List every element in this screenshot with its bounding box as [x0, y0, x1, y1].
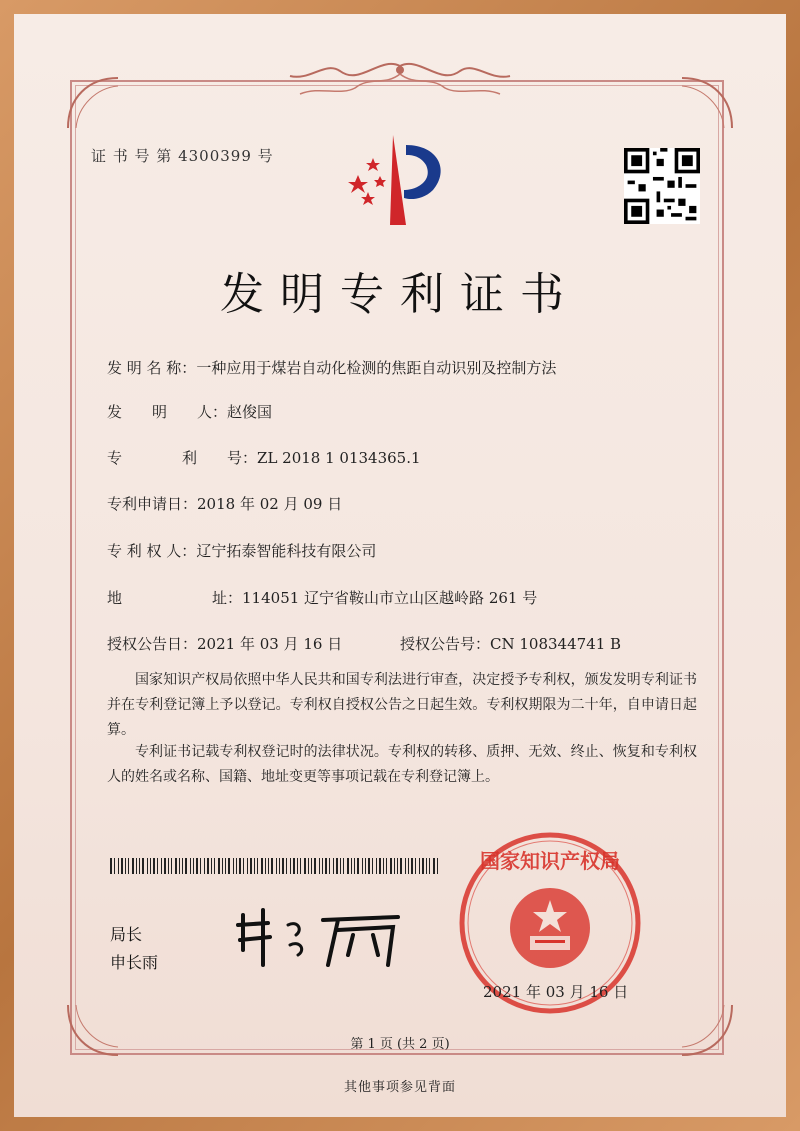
barcode-bar [314, 858, 316, 874]
barcode-bar [214, 858, 215, 874]
barcode-bar [228, 858, 230, 874]
barcode-bar [132, 858, 134, 874]
field-label: 授权公告号： [400, 635, 491, 653]
field-label: 专 利 号： [107, 449, 258, 467]
barcode-bar [239, 858, 241, 874]
top-ornament-icon [280, 56, 520, 106]
barcode-bar [200, 858, 201, 874]
barcode-bar [300, 858, 301, 874]
barcode-bar [383, 858, 384, 874]
body-paragraph: 专利证书记载专利权登记时的法律状况。专利权的转移、质押、无效、终止、恢复和专利权人的姓名或名称、国籍、地址变更等事项记载在专利登记簿上。 [107, 744, 697, 785]
barcode-bar [433, 858, 435, 874]
field-invention-name [107, 357, 556, 378]
barcode-bar [142, 858, 144, 874]
barcode-bar [354, 858, 355, 874]
barcode-bar [139, 858, 140, 874]
barcode-bar [279, 858, 280, 874]
barcode-bar [218, 858, 220, 874]
barcode-bar [319, 858, 320, 874]
field-label: 专 利 权 人： [107, 542, 197, 560]
barcode-bar [128, 858, 129, 874]
corner-ornament-icon [58, 995, 128, 1065]
barcode-bar [150, 858, 151, 874]
barcode-bar [204, 858, 205, 874]
field-address [107, 587, 537, 608]
barcode-bar [250, 858, 252, 874]
barcode-bar [422, 858, 424, 874]
field-value: ZL 2018 1 0134365.1 [257, 449, 421, 467]
certificate-number: 证 书 号 第 4300399 号 [91, 147, 274, 165]
cnipa-logo-icon [338, 130, 458, 230]
corner-ornament-icon [672, 995, 742, 1065]
certificate-title: 发明专利证书 [220, 269, 580, 320]
barcode-bar [333, 858, 334, 874]
barcode-bar [182, 858, 183, 874]
barcode-bar [325, 858, 327, 874]
barcode-bar [362, 858, 363, 874]
barcode-bar [121, 858, 123, 874]
barcode-bar [340, 858, 341, 874]
barcode-bar [415, 858, 416, 874]
svg-text:国家知识产权局: 国家知识产权局 [480, 849, 620, 873]
barcode-bar [286, 858, 287, 874]
barcode-bar [437, 858, 438, 874]
seal-date: 2021 年 03 月 16 日 [483, 983, 629, 1001]
barcode-bar [114, 858, 115, 874]
field-label: 发 明 名 称： [107, 359, 197, 377]
barcode-bar [426, 858, 427, 874]
barcode-bar [429, 858, 430, 874]
page-number: 第 1 页 (共 2 页) [350, 1037, 450, 1052]
barcode-bar [233, 858, 234, 874]
field-label: 发 明 人： [107, 403, 228, 421]
field-value: 2021 年 03 月 16 日 [197, 635, 343, 653]
barcode-bar [271, 858, 273, 874]
footer-note: 其他事项参见背面 [343, 1080, 456, 1095]
signature-icon [228, 895, 408, 975]
barcode-bar [329, 858, 330, 874]
barcode-bar [308, 858, 309, 874]
field-value: 2018 年 02 月 09 日 [197, 495, 343, 513]
barcode-bar [261, 858, 263, 874]
barcode-bar [376, 858, 377, 874]
barcode-bar [164, 858, 166, 874]
barcode-bar [311, 858, 312, 874]
barcode-bar [157, 858, 158, 874]
barcode-bar [282, 858, 284, 874]
barcode-bar [411, 858, 413, 874]
barcode-bar [268, 858, 269, 874]
field-inventor [107, 401, 272, 422]
barcode-bar [408, 858, 409, 874]
body-paragraph: 国家知识产权局依照中华人民共和国专利法进行审查，决定授予专利权，颁发发明专利证书并在专利登记簿上予以登记。专利权自授权公告之日起生效。专利权期限为二十年，自申请日起算。 [107, 672, 697, 738]
barcode-bar [171, 858, 172, 874]
barcode-bar [175, 858, 177, 874]
field-value: 赵俊国 [227, 403, 273, 421]
barcode-bar [297, 858, 298, 874]
field-label: 专利申请日： [107, 495, 198, 513]
barcode-bar [222, 858, 223, 874]
field-value: 一种应用于煤岩自动化检测的焦距自动识别及控制方法 [196, 359, 557, 377]
barcode-bar [196, 858, 198, 874]
corner-ornament-icon [58, 68, 128, 138]
barcode-bar [351, 858, 352, 874]
barcode-bar [390, 858, 392, 874]
barcode-bar [365, 858, 366, 874]
barcode-bar [293, 858, 295, 874]
barcode-bar [153, 858, 155, 874]
field-value: CN 108344741 B [490, 635, 622, 653]
barcode-bar [161, 858, 162, 874]
field-patent-number [107, 447, 421, 468]
barcode-bar [276, 858, 277, 874]
barcode-bar [343, 858, 344, 874]
barcode-icon [110, 858, 440, 874]
barcode-bar [118, 858, 119, 874]
barcode-bar [110, 858, 112, 874]
signer-name: 申长雨 [110, 953, 159, 972]
field-value: 辽宁拓泰智能科技有限公司 [196, 542, 377, 560]
barcode-bar [368, 858, 370, 874]
barcode-bar [322, 858, 323, 874]
barcode-bar [336, 858, 338, 874]
barcode-bar [386, 858, 387, 874]
barcode-bar [419, 858, 420, 874]
barcode-bar [379, 858, 381, 874]
corner-ornament-icon [672, 68, 742, 138]
qr-code-icon [624, 148, 700, 224]
barcode-bar [304, 858, 306, 874]
barcode-bar [236, 858, 237, 874]
barcode-bar [265, 858, 266, 874]
barcode-bar [257, 858, 258, 874]
barcode-bar [147, 858, 148, 874]
field-application-date [107, 493, 342, 514]
barcode-bar [225, 858, 226, 874]
barcode-bar [397, 858, 398, 874]
signer-title: 局长 [110, 925, 143, 944]
field-value: 114051 辽宁省鞍山市立山区越岭路 261 号 [242, 589, 538, 607]
barcode-bar [394, 858, 395, 874]
barcode-bar [243, 858, 244, 874]
barcode-bar [211, 858, 212, 874]
barcode-bar [136, 858, 137, 874]
field-patentee [107, 540, 376, 561]
barcode-bar [247, 858, 248, 874]
barcode-bar [207, 858, 209, 874]
barcode-bar [372, 858, 373, 874]
barcode-bar [185, 858, 187, 874]
barcode-bar [168, 858, 169, 874]
barcode-bar [357, 858, 359, 874]
barcode-bar [193, 858, 194, 874]
barcode-bar [400, 858, 402, 874]
barcode-bar [405, 858, 406, 874]
barcode-bar [125, 858, 126, 874]
field-label: 授权公告日： [107, 635, 198, 653]
field-grant-pub-date [107, 633, 342, 654]
barcode-bar [254, 858, 255, 874]
barcode-bar [179, 858, 180, 874]
field-label: 地 址： [107, 589, 243, 607]
barcode-bar [190, 858, 191, 874]
barcode-bar [290, 858, 291, 874]
field-grant-pub-number [400, 633, 621, 654]
barcode-bar [347, 858, 349, 874]
